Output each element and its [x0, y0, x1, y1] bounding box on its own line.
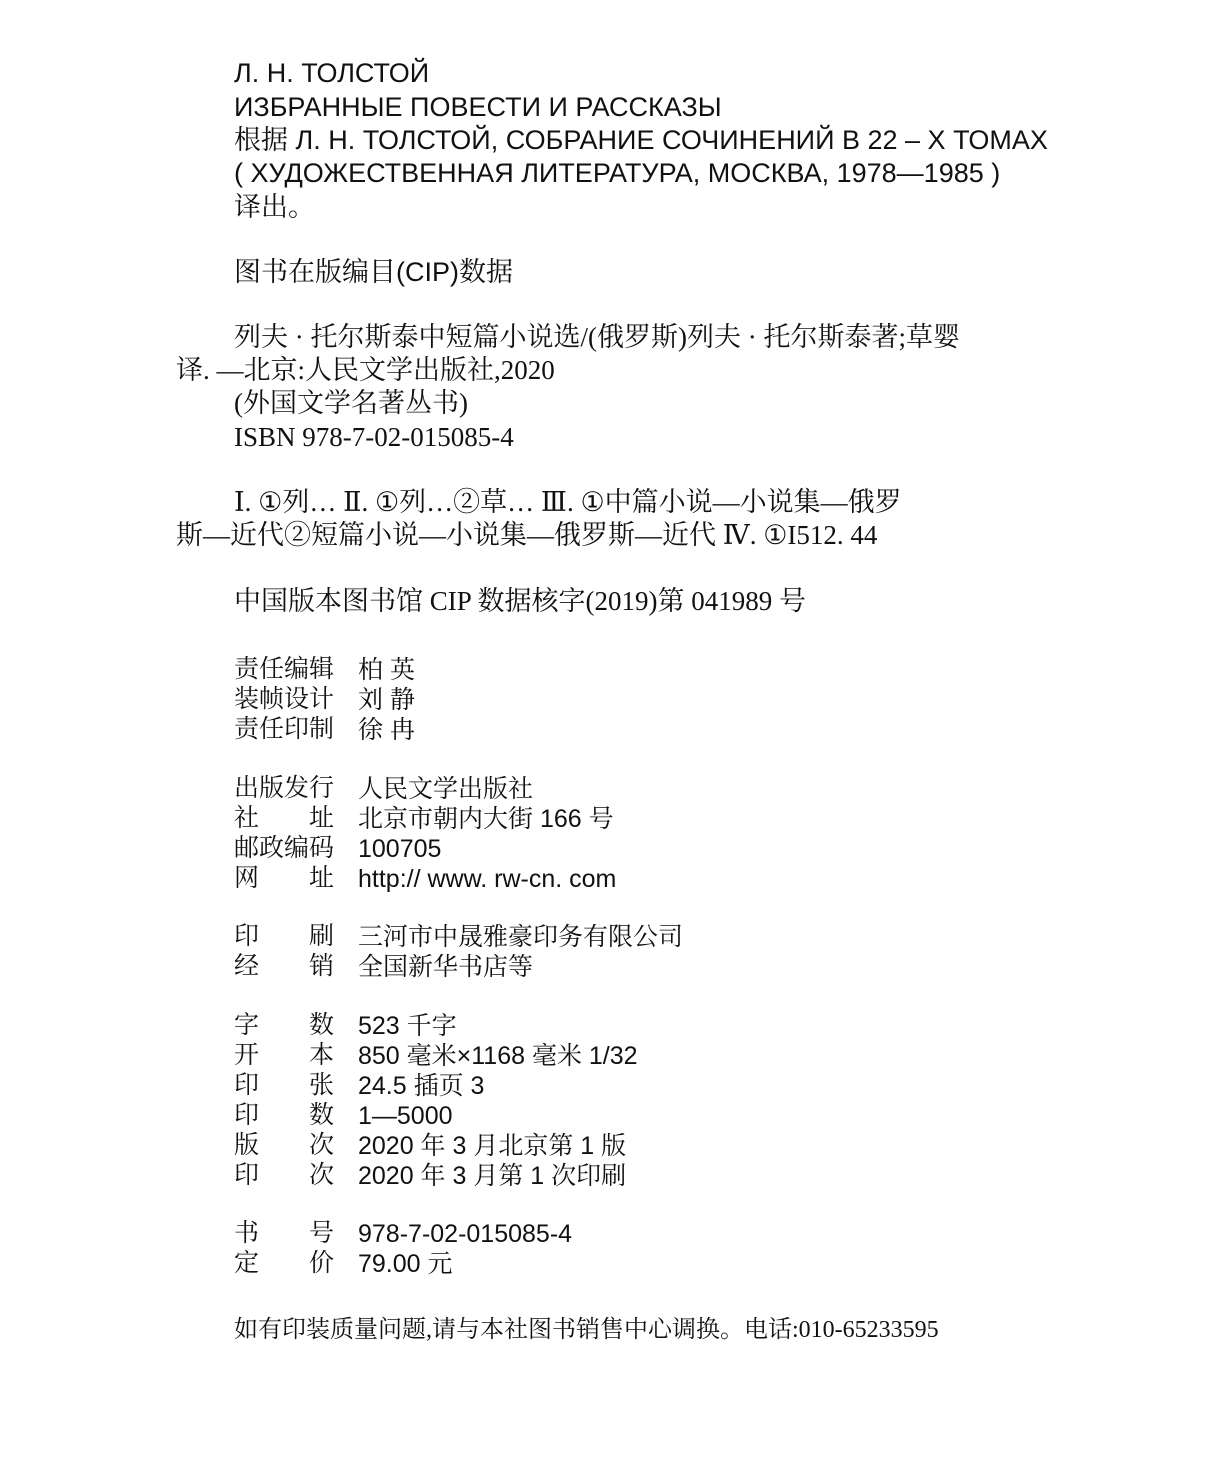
imprint-label: 印 数	[234, 1102, 335, 1129]
imprint-label: 责任编辑	[234, 656, 335, 683]
imprint-label: 版 次	[234, 1132, 335, 1159]
original-author: Л. Н. ТОЛСТОЙ	[234, 58, 430, 88]
imprint-label: 开 本	[234, 1042, 335, 1069]
cip-classification-line-2: 斯—近代②短篇小说—小说集—俄罗斯—近代 Ⅳ. ①I512. 44	[176, 520, 878, 550]
source-edition-line: 根据 Л. Н. ТОЛСТОЙ, СОБРАНИЕ СОЧИНЕНИЙ В 22 – Х ТОМАХ	[234, 125, 1048, 155]
imprint-value: 全国新华书店等	[358, 953, 534, 981]
imprint-label: 社 址	[234, 805, 335, 832]
imprint-value: 柏 英	[358, 656, 415, 684]
imprint-value: 三河市中晟雅豪印务有限公司	[358, 923, 684, 951]
imprint-label: 字 数	[234, 1012, 335, 1039]
cip-record-number: 中国版本图书馆 CIP 数据核字(2019)第 041989 号	[234, 586, 806, 616]
imprint-label: 印 张	[234, 1072, 335, 1099]
imprint-value: 24.5 插页 3	[358, 1072, 485, 1100]
imprint-value: 人民文学出版社	[358, 775, 534, 803]
imprint-label: 定 价	[234, 1250, 335, 1277]
cip-isbn: ISBN 978-7-02-015085-4	[234, 422, 514, 452]
imprint-label: 出版发行	[234, 775, 335, 802]
imprint-label: 印 刷	[234, 923, 335, 950]
imprint-label: 责任印制	[234, 716, 335, 743]
imprint-value: 2020 年 3 月第 1 次印刷	[358, 1162, 627, 1190]
cip-series: (外国文学名著丛书)	[234, 388, 468, 418]
imprint-label: 邮政编码	[234, 835, 335, 862]
imprint-value: 徐 冉	[358, 716, 415, 744]
quality-notice: 如有印装质量问题,请与本社图书销售中心调换。电话:010-65233595	[234, 1317, 939, 1343]
imprint-label: 装帧设计	[234, 686, 335, 713]
imprint-value: 978-7-02-015085-4	[358, 1220, 573, 1248]
original-title: ИЗБРАННЫЕ ПОВЕСТИ И РАССКАЗЫ	[234, 92, 722, 122]
imprint-value: 2020 年 3 月北京第 1 版	[358, 1132, 627, 1160]
imprint-value: 523 千字	[358, 1012, 457, 1040]
imprint-value: 北京市朝内大街 166 号	[358, 805, 614, 833]
imprint-label: 印 次	[234, 1162, 335, 1189]
cip-entry-line-1: 列夫 · 托尔斯泰中短篇小说选/(俄罗斯)列夫 · 托尔斯泰著;草婴	[234, 322, 960, 352]
imprint-value: http:// www. rw-cn. com	[358, 865, 617, 893]
imprint-value: 850 毫米×1168 毫米 1/32	[358, 1042, 638, 1070]
cip-entry-line-2: 译. —北京:人民文学出版社,2020	[176, 355, 555, 385]
imprint-label: 经 销	[234, 953, 335, 980]
imprint-value: 刘 静	[358, 686, 415, 714]
imprint-value: 79.00 元	[358, 1250, 453, 1278]
cip-classification-line-1: Ⅰ. ①列… Ⅱ. ①列…②草… Ⅲ. ①中篇小说—小说集—俄罗	[234, 487, 902, 517]
imprint-label: 书 号	[234, 1220, 335, 1247]
source-publisher-line: ( ХУДОЖЕСТВЕННАЯ ЛИТЕРАТУРА, МОСКВА, 1978—1985 )	[234, 158, 1001, 188]
imprint-value: 100705	[358, 835, 442, 863]
translated-from-note: 译出。	[234, 192, 315, 222]
imprint-value: 1—5000	[358, 1102, 453, 1130]
imprint-label: 网 址	[234, 865, 335, 892]
cip-heading: 图书在版编目(CIP)数据	[234, 257, 513, 287]
